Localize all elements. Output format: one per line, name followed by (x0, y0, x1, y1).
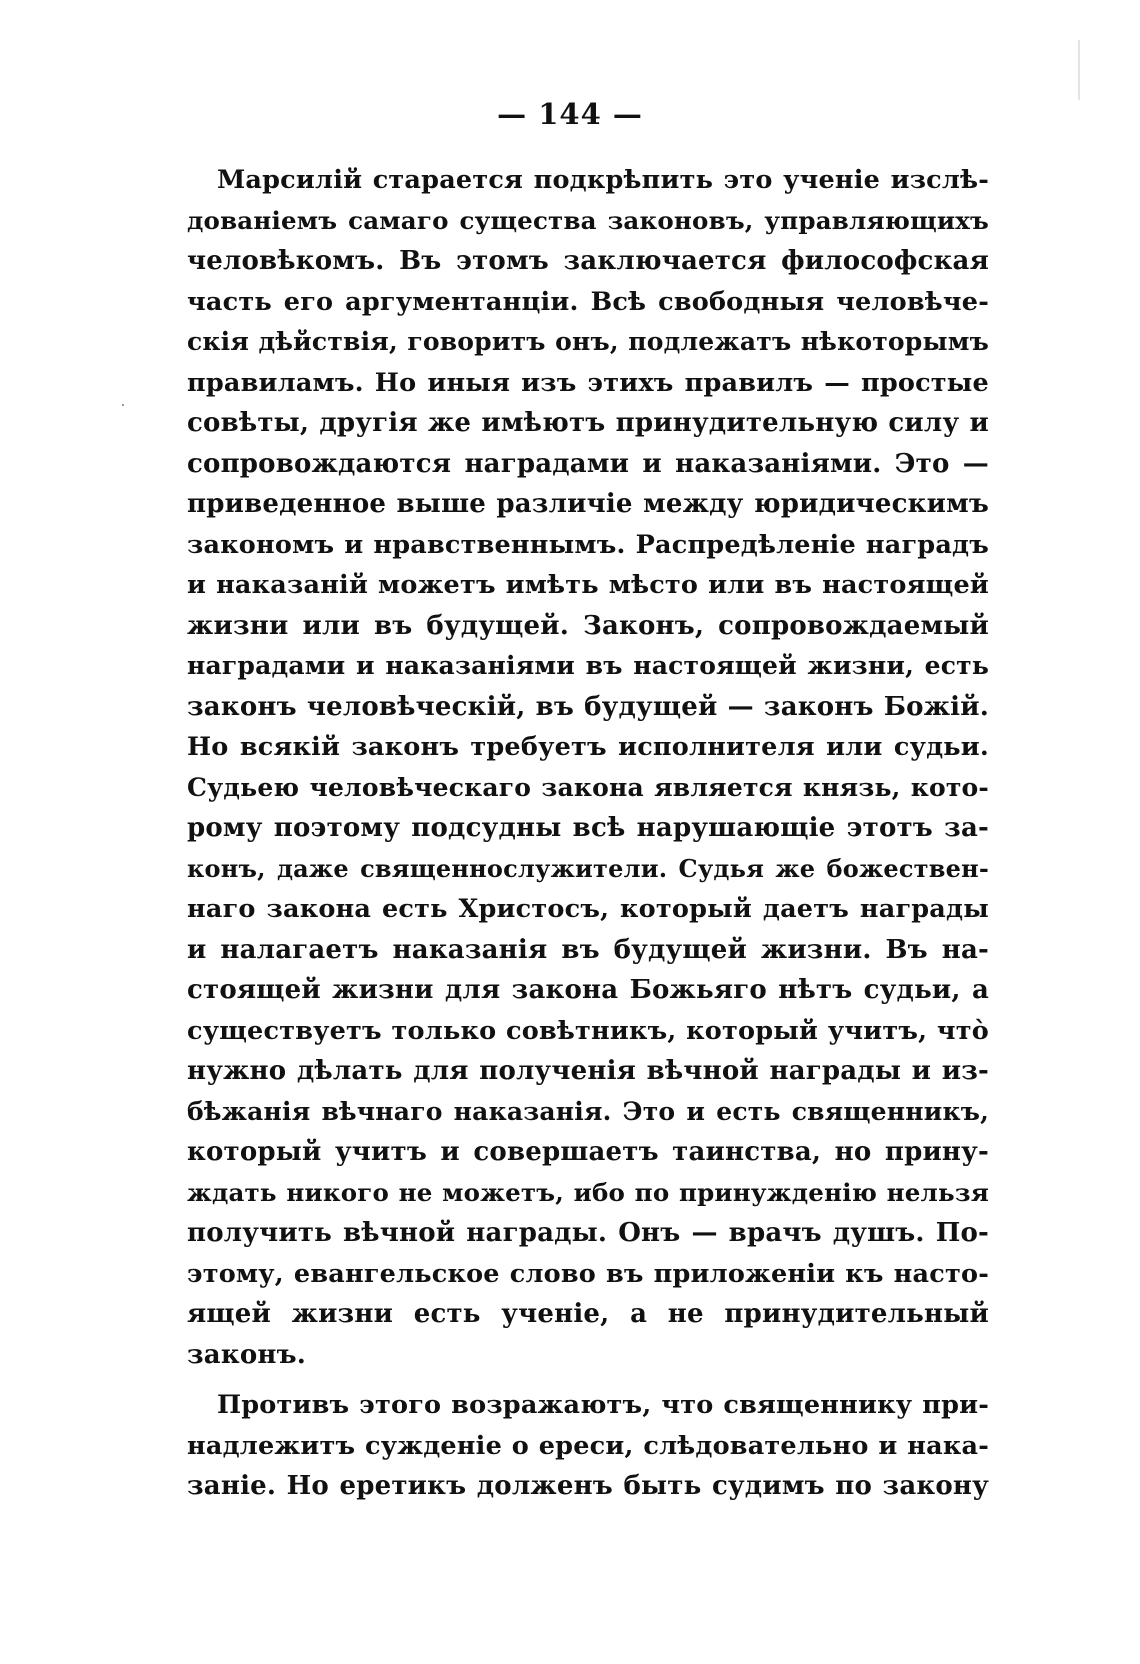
text-line: законъ. (187, 1339, 306, 1370)
text-line: дованіемъ самаго существа законовъ, управляющихъ (187, 205, 989, 235)
paragraph-gap (187, 1375, 989, 1385)
scan-edge (1078, 40, 1080, 100)
text-line: наградами и наказаніями въ настоящей жизни, есть (187, 651, 989, 680)
text-line: скія дѣйствія, говоритъ онъ, подлежатъ нѣкоторымъ (187, 327, 989, 356)
text-line: жизни или въ будущей. Законъ, сопровождаемый (187, 610, 989, 641)
paragraph-2 (187, 1385, 989, 1507)
text-line: который учитъ и совершаетъ таинства, но прину- (187, 1137, 989, 1167)
text-line: нужно дѣлать для полученія вѣчной награды и из- (187, 1056, 989, 1086)
text-line: заніе. Но еретикъ долженъ быть судимъ по закону (187, 1471, 989, 1501)
text-line: наго закона есть Христосъ, который даетъ награды (187, 894, 989, 924)
text-line: и наказаній можетъ имѣть мѣсто или въ настоящей (187, 570, 989, 600)
text-line: ящей жизни есть ученіе, а не принудительный (187, 1299, 989, 1329)
text-line: Судьею человѣческаго закона является князь, кото- (187, 772, 989, 802)
text-line: Но всякій законъ требуетъ исполнителя или судьи. (187, 732, 989, 762)
text-line: часть его аргументанціи. Всѣ свободныя человѣче- (187, 286, 989, 317)
text-line: Марсилій старается подкрѣпить это ученіе изслѣ- (217, 165, 989, 195)
text-line: конъ, даже священнослужители. Судья же божествен- (187, 853, 989, 883)
text-line: совѣты, другія же имѣютъ принудительную силу и (187, 408, 989, 438)
text-line: стоящей жизни для закона Божьяго нѣтъ судьи, а (187, 975, 989, 1005)
text-line: получить вѣчной награды. Онъ — врачъ душъ. По- (187, 1218, 989, 1248)
text-line: приведенное выше различіе между юридическимъ (187, 489, 989, 519)
page-number: — 144 — (497, 97, 643, 131)
scan-speck (122, 404, 124, 406)
body-text (187, 160, 989, 1507)
text-line: закономъ и нравственнымъ. Распредѣленіе наградъ (187, 529, 989, 560)
text-line: и налагаетъ наказанія въ будущей жизни. Въ на- (187, 934, 989, 965)
text-line: сопровождаются наградами и наказаніями. Это — (187, 448, 989, 479)
text-line: существуетъ только совѣтникъ, который учитъ, чтò (187, 1015, 989, 1046)
text-line: рому поэтому подсудны всѣ нарушающіе этотъ за- (187, 813, 989, 843)
text-line: ждать никого не можетъ, ибо по принужденію нельзя (187, 1177, 989, 1207)
text-line: законъ человѣческій, въ будущей — законъ Божій. (187, 691, 989, 722)
text-line: человѣкомъ. Въ этомъ заключается философская (187, 246, 989, 276)
text-line: бѣжанія вѣчнаго наказанія. Это и есть священникъ, (187, 1096, 989, 1126)
text-line: надлежитъ сужденіе о ереси, слѣдовательно и нака- (187, 1430, 989, 1461)
text-line: этому, евангельское слово въ приложеніи къ насто- (187, 1258, 989, 1289)
paragraph-1 (187, 160, 989, 1375)
text-line: Противъ этого возражаютъ, что священнику при- (217, 1390, 989, 1420)
text-line: правиламъ. Но иныя изъ этихъ правилъ — простые (187, 367, 989, 398)
